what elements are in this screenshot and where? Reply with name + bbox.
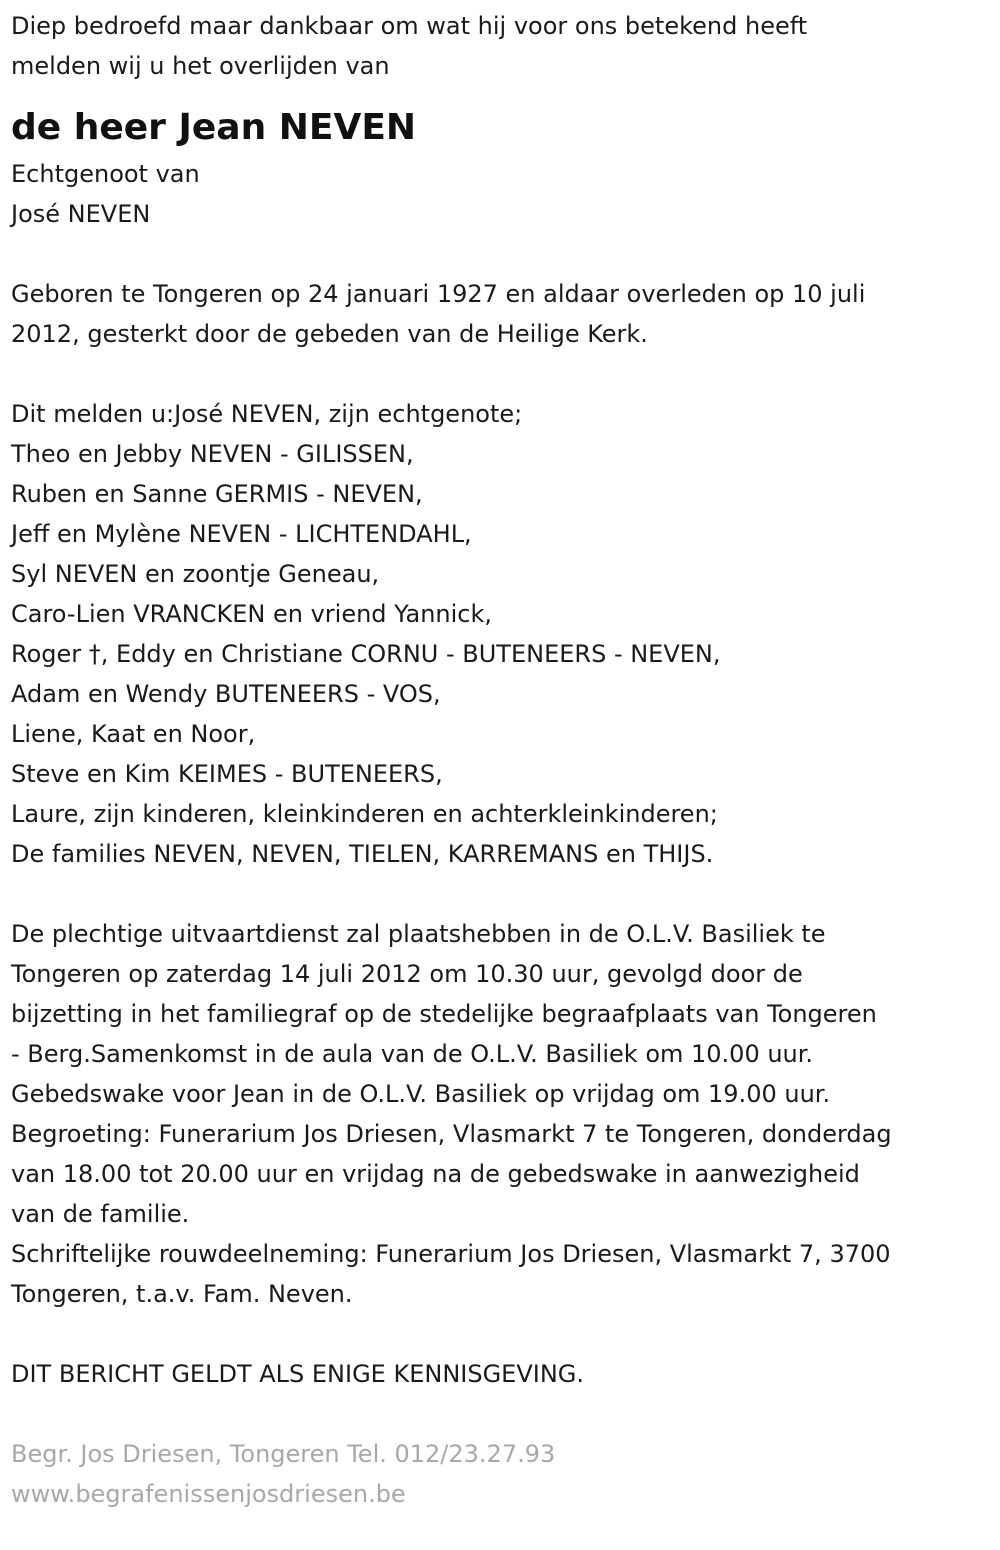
family-line: Liene, Kaat en Noor,	[11, 720, 256, 748]
birth-death-line: Geboren te Tongeren op 24 januari 1927 en aldaar overleden op 10 juli	[11, 280, 866, 308]
spouse-section	[11, 154, 991, 234]
funeral-line: - Berg.Samenkomst in de aula van de O.L.V. Basiliek om 10.00 uur.	[11, 1040, 814, 1068]
spacer	[11, 1314, 991, 1354]
notice-line: DIT BERICHT GELDT ALS ENIGE KENNISGEVING.	[11, 1360, 585, 1388]
birth-death-line: 2012, gesterkt door de gebeden van de Heilige Kerk.	[11, 320, 648, 348]
spacer	[11, 234, 991, 274]
spacer	[11, 1394, 991, 1434]
family-line: Syl NEVEN en zoontje Geneau,	[11, 560, 380, 588]
family-section	[11, 394, 991, 874]
spouse-label: Echtgenoot van	[11, 160, 200, 188]
footer-contact: Begr. Jos Driesen, Tongeren Tel. 012/23.27.93	[11, 1440, 556, 1468]
family-line: Steve en Kim KEIMES - BUTENEERS,	[11, 760, 443, 788]
family-line: Caro-Lien VRANCKEN en vriend Yannick,	[11, 600, 493, 628]
family-line: De families NEVEN, NEVEN, TIELEN, KARREMANS en THIJS.	[11, 840, 714, 868]
family-line: Laure, zijn kinderen, kleinkinderen en achterkleinkinderen;	[11, 800, 718, 828]
family-line: Jeff en Mylène NEVEN - LICHTENDAHL,	[11, 520, 472, 548]
spacer	[11, 354, 991, 394]
footer-website: www.begrafenissenjosdriesen.be	[11, 1480, 406, 1508]
obituary-notice	[11, 6, 991, 1514]
funeral-line: Tongeren op zaterdag 14 juli 2012 om 10.30 uur, gevolgd door de	[11, 960, 803, 988]
family-line: Roger †, Eddy en Christiane CORNU - BUTENEERS - NEVEN,	[11, 640, 721, 668]
funeral-line: bijzetting in het familiegraf op de stedelijke begraafplaats van Tongeren	[11, 1000, 877, 1028]
birth-death-section	[11, 274, 991, 354]
deceased-name: de heer Jean NEVEN	[11, 107, 417, 148]
funeral-line: Tongeren, t.a.v. Fam. Neven.	[11, 1280, 353, 1308]
funeral-line: Gebedswake voor Jean in de O.L.V. Basiliek op vrijdag om 19.00 uur.	[11, 1080, 831, 1108]
intro-line: melden wij u het overlijden van	[11, 52, 390, 80]
family-line: Ruben en Sanne GERMIS - NEVEN,	[11, 480, 423, 508]
spouse-name: José NEVEN	[11, 200, 151, 228]
family-line: Adam en Wendy BUTENEERS - VOS,	[11, 680, 441, 708]
funeral-section	[11, 914, 991, 1314]
intro-line: Diep bedroefd maar dankbaar om wat hij voor ons betekend heeft	[11, 12, 808, 40]
funeral-line: De plechtige uitvaartdienst zal plaatshebben in de O.L.V. Basiliek te	[11, 920, 826, 948]
spacer	[11, 874, 991, 914]
funeral-line: Begroeting: Funerarium Jos Driesen, Vlasmarkt 7 te Tongeren, donderdag	[11, 1120, 892, 1148]
family-line: Theo en Jebby NEVEN - GILISSEN,	[11, 440, 414, 468]
funeral-line: van de familie.	[11, 1200, 190, 1228]
family-line: Dit melden u:José NEVEN, zijn echtgenote;	[11, 400, 523, 428]
funeral-line: Schriftelijke rouwdeelneming: Funerarium Jos Driesen, Vlasmarkt 7, 3700	[11, 1240, 891, 1268]
funeral-home-footer	[11, 1434, 991, 1514]
intro-section	[11, 6, 991, 86]
funeral-line: van 18.00 tot 20.00 uur en vrijdag na de gebedswake in aanwezigheid	[11, 1160, 860, 1188]
